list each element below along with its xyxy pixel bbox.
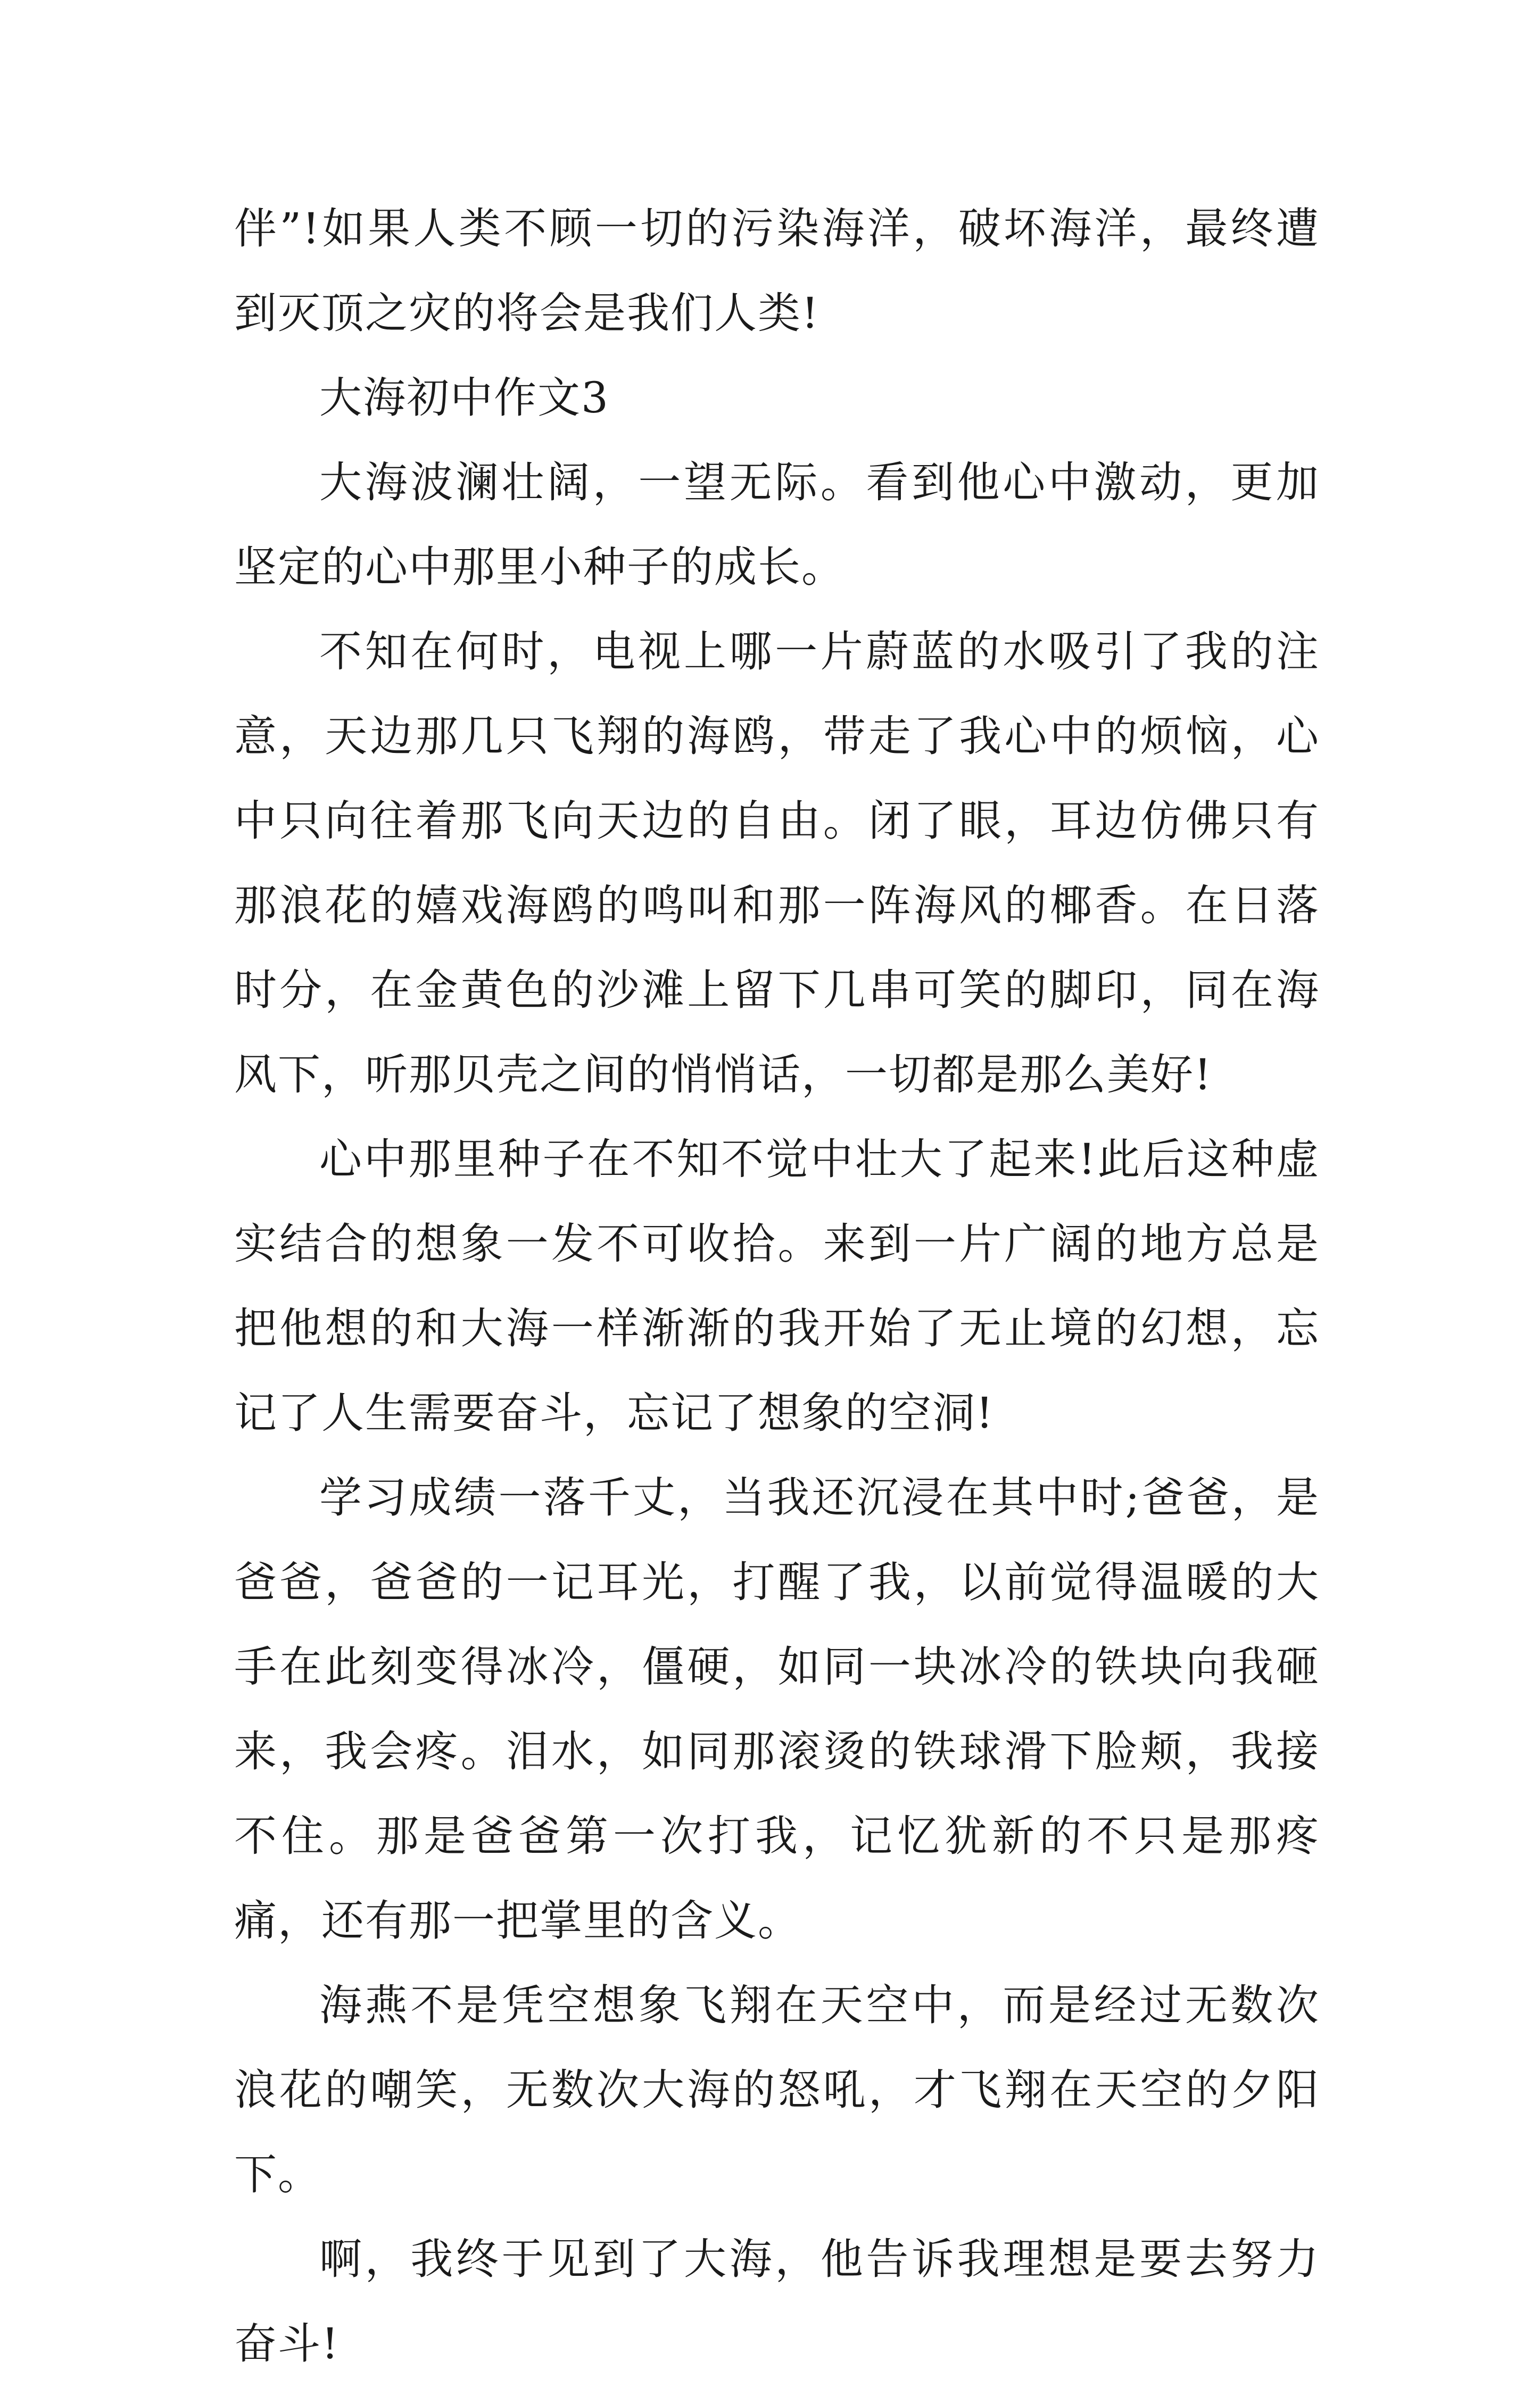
paragraph: 啊，我终于见到了大海，他告诉我理想是要去努力奋斗! xyxy=(234,2234,1320,2368)
paragraph: 学习成绩一落千丈，当我还沉浸在其中时;爸爸，是爸爸，爸爸的一记耳光，打醒了我，以前觉得温暖的大手在此刻变得冰冷，僵硬，如同一块冰冷的铁块向我砸来，我会疼。泪水，如同那滚烫的铁球滑下脸颊，我接不住。那是爸爸第一次打我，记忆犹新的不只是那疼痛，还有那一把掌里的含义。 xyxy=(234,1473,1320,1945)
paragraph: 大海波澜壮阔，一望无际。看到他心中激动，更加坚定的心中那里小种子的成长。 xyxy=(234,458,1320,592)
article-body xyxy=(234,186,1320,2386)
section-heading: 大海初中作文3 xyxy=(319,373,609,422)
paragraph: 心中那里种子在不知不觉中壮大了起来!此后这种虚实结合的想象一发不可收拾。来到一片广阔的地方总是把他想的和大海一样渐渐的我开始了无止境的幻想，忘记了人生需要奋斗，忘记了想象的空洞! xyxy=(234,1134,1320,1438)
paragraph-continuation: 伴”!如果人类不顾一切的污染海洋，破坏海洋，最终遭到灭顶之灾的将会是我们人类! xyxy=(234,204,1320,338)
paragraph: 不知在何时，电视上哪一片蔚蓝的水吸引了我的注意，天边那几只飞翔的海鸥，带走了我心中的烦恼，心中只向往着那飞向天边的自由。闭了眼，耳边仿佛只有那浪花的嬉戏海鸥的鸣叫和那一阵海风的椰香。在日落时分，在金黄色的沙滩上留下几串可笑的脚印，同在海风下，听那贝壳之间的悄悄话，一切都是那么美好! xyxy=(234,627,1320,1099)
paragraph: 海燕不是凭空想象飞翔在天空中，而是经过无数次浪花的嘲笑，无数次大海的怒吼，才飞翔在天空的夕阳下。 xyxy=(234,1981,1320,2199)
